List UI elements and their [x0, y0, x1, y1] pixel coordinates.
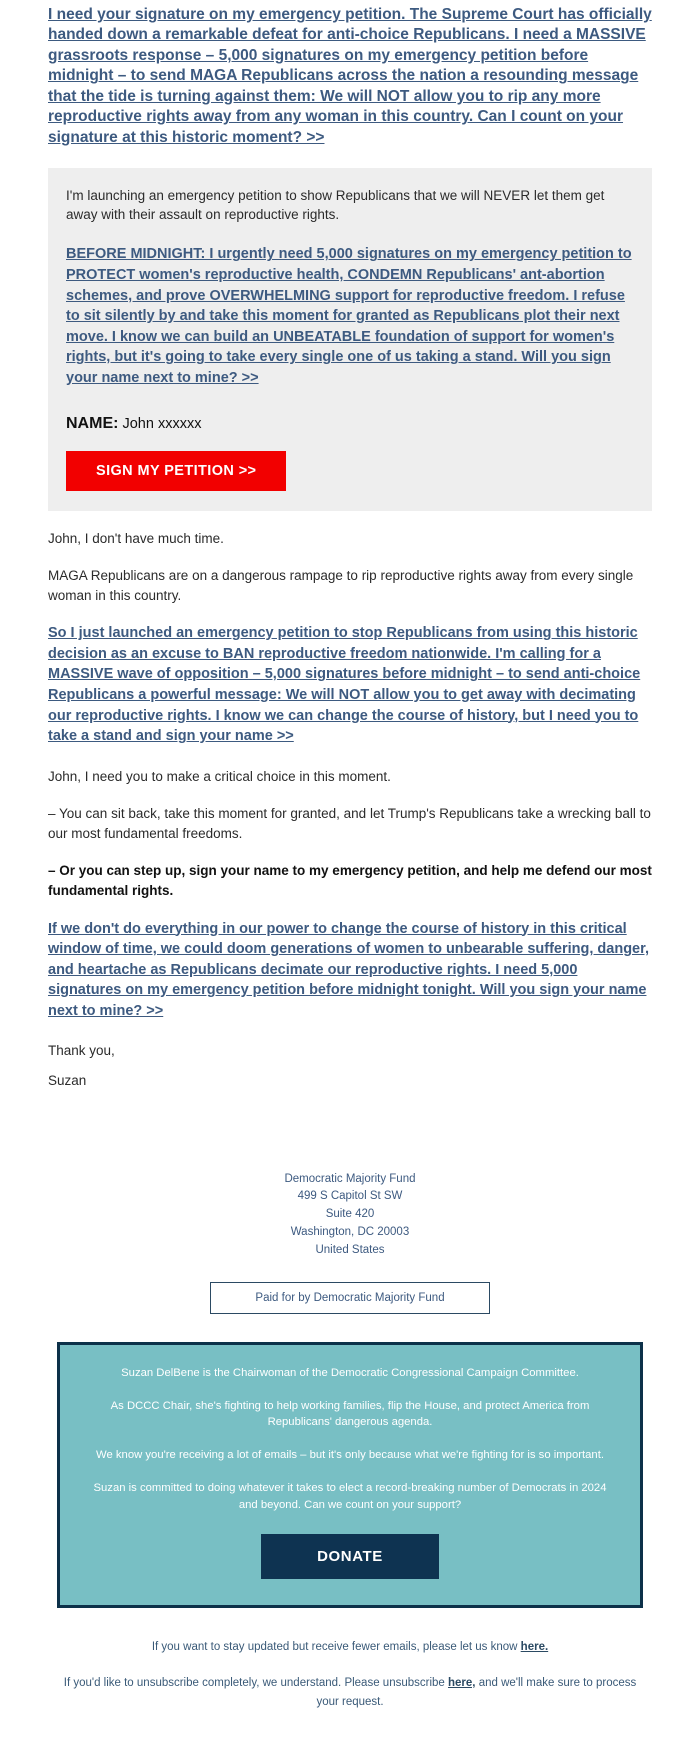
body-paragraph-1: John, I don't have much time.	[48, 530, 224, 546]
petition-intro-text: I'm launching an emergency petition to show Republicans that we will NEVER let them get away with their assault on reproductive rights.	[66, 188, 605, 223]
body-petition-link-1[interactable]: So I just launched an emergency petition to stop Republicans from using this historic decision as an excuse to BAN reproductive freedom nationwide. I'm calling for a MASSIVE wave of opposition – 5,000 signatures before midnight – to send anti-choice Republicans a powerful message: We will NOT allow you to get away with decimating our reproductive rights. I know we can change the course of history, but I need you to take a stand and sign your name >>	[48, 625, 641, 745]
name-value: John xxxxxx	[122, 415, 202, 432]
promo-line-1: Suzan DelBene is the Chairwoman of the Democratic Congressional Campaign Committee.	[121, 1366, 579, 1379]
fewer-emails-text: If you want to stay updated but receive fewer emails, please let us know	[151, 1641, 521, 1654]
body-paragraph-4: John, I need you to make a critical choice in this moment.	[48, 768, 391, 784]
body-paragraph-2: MAGA Republicans are on a dangerous rampage to rip reproductive rights away from every single woman in this country.	[48, 568, 634, 603]
fewer-emails-line	[60, 1638, 640, 1658]
email-body-copy	[0, 511, 700, 1091]
address-country: United States	[315, 1243, 385, 1256]
body-paragraph-5: – You can sit back, take this moment for granted, and let Trump's Republicans take a wrecking ball to our most fundamental freedoms.	[48, 806, 651, 841]
promo-line-4: Suzan is committed to doing whatever it takes to elect a record-breaking number of Democrats in 2024 and beyond. Can we count on your support?	[93, 1482, 607, 1512]
petition-box	[48, 168, 652, 510]
sign-my-petition-button[interactable]: SIGN MY PETITION >>	[66, 451, 286, 491]
donate-wrap	[88, 1534, 612, 1579]
promo-line-2: As DCCC Chair, she's fighting to help working families, flip the House, and protect America from Republicans' dangerous agenda.	[110, 1399, 590, 1429]
body-paragraph-6-bold: – Or you can step up, sign your name to my emergency petition, and help me defend our most fundamental rights.	[48, 863, 652, 898]
address-street: 499 S Capitol St SW	[297, 1190, 403, 1203]
address-suite: Suite 420	[325, 1208, 375, 1221]
footer-spacer	[0, 1101, 700, 1171]
address-org: Democratic Majority Fund	[284, 1172, 416, 1185]
thank-you-text: Thank you,	[48, 1043, 115, 1059]
paid-for-wrap	[0, 1282, 700, 1314]
name-label: NAME:	[66, 414, 119, 432]
headline-block	[0, 0, 700, 158]
unsubscribe-footer	[0, 1608, 700, 1745]
donate-button[interactable]: DONATE	[261, 1534, 439, 1579]
unsubscribe-text-before: If you'd like to unsubscribe completely, we understand. Please unsubscribe	[63, 1676, 449, 1689]
promo-box	[57, 1342, 643, 1609]
unsubscribe-here-link[interactable]: here,	[448, 1676, 476, 1689]
name-row	[66, 415, 634, 433]
promo-line-3: We know you're receiving a lot of emails – but it's only because what we're fighting for is so important.	[96, 1449, 604, 1462]
signature-name: Suzan	[48, 1072, 87, 1088]
unsubscribe-line	[60, 1674, 640, 1713]
fewer-emails-here-link[interactable]: here.	[520, 1641, 549, 1654]
address-city-state-zip: Washington, DC 20003	[290, 1225, 410, 1238]
paid-for-disclaimer: Paid for by Democratic Majority Fund	[210, 1282, 490, 1314]
body-petition-link-2[interactable]: If we don't do everything in our power to change the course of history in this critical window of time, we could doom generations of women to unbearable suffering, danger, and heartache as Republicans decimate our reproductive rights. I need 5,000 signatures on my emergency petition before midnight tonight. Will you sign your name next to mine? >>	[48, 920, 649, 1019]
mailing-address	[0, 1171, 700, 1260]
unsubscribe-text-after: and we'll make sure to process your request.	[316, 1676, 637, 1709]
headline-petition-link[interactable]: I need your signature on my emergency petition. The Supreme Court has officially handed down a remarkable defeat for anti-choice Republicans. I need a MASSIVE grassroots response – 5,000 signatures on my emergency petition before midnight – to send MAGA Republicans across the nation a resounding message that the tide is turning against them: We will NOT allow you to rip any more reproductive rights away from any woman in this country. Can I count on your signature at this historic moment? >>	[48, 6, 652, 146]
petition-before-midnight-link[interactable]: BEFORE MIDNIGHT: I urgently need 5,000 signatures on my emergency petition to PROTECT women's reproductive health, CONDEMN Republicans' ant-abortion schemes, and prove OVERWHELMING support for reproductive freedom. I refuse to sit silently by and take this moment for granted as Republicans plot their next move. I know we can build an UNBEATABLE foundation of support for women's rights, but it's going to take every single one of us taking a stand. Will you sign your name next to mine? >>	[66, 246, 632, 386]
